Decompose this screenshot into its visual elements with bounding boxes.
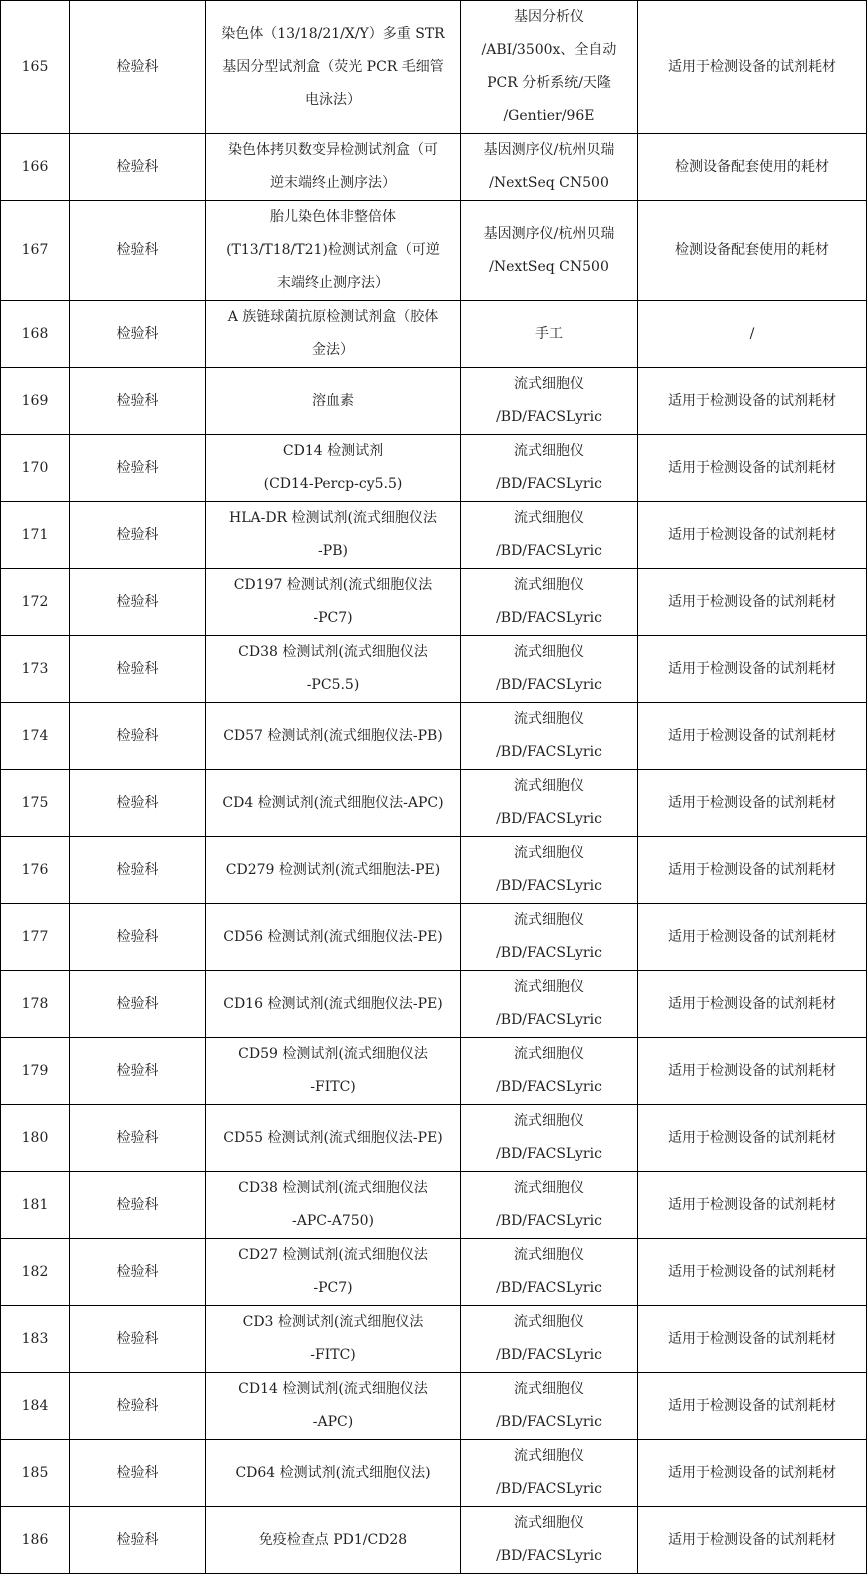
row-number: 169	[1, 368, 70, 435]
reagent-name-line: -PC5.5)	[306, 677, 360, 693]
device-name-line: /NextSeq CN500	[489, 258, 609, 275]
department: 检验科	[70, 636, 206, 703]
device-name-line: 流式细胞仪	[514, 1180, 584, 1196]
department: 检验科	[70, 1239, 206, 1306]
reagent-name-line: 末端终止测序法）	[277, 275, 389, 291]
reagent-name-line: CD64 检测试剂(流式细胞仪法)	[235, 1464, 431, 1481]
device-name	[461, 502, 638, 569]
reagent-name	[206, 368, 461, 435]
department: 检验科	[70, 134, 206, 201]
device-name-line: /BD/FACSLyric	[496, 1414, 602, 1430]
department: 检验科	[70, 1440, 206, 1507]
row-number: 172	[1, 569, 70, 636]
reagent-name-line: CD4 检测试剂(流式细胞仪法-APC)	[222, 794, 444, 811]
row-number: 167	[1, 201, 70, 301]
device-name	[461, 1440, 638, 1507]
row-number: 171	[1, 502, 70, 569]
device-name	[461, 837, 638, 904]
row-number: 185	[1, 1440, 70, 1507]
reagent-name	[206, 301, 461, 368]
reagent-name-line: 染色体（13/18/21/X/Y）多重 STR	[221, 25, 445, 42]
reagent-name-line: 金法）	[312, 342, 354, 358]
remark: 适用于检测设备的试剂耗材	[638, 1440, 867, 1507]
device-name-line: 流式细胞仪	[514, 1381, 584, 1397]
device-name-line: /BD/FACSLyric	[496, 945, 602, 961]
department: 检验科	[70, 770, 206, 837]
device-name-line: /BD/FACSLyric	[496, 1146, 602, 1162]
device-name-line: /BD/FACSLyric	[496, 811, 602, 827]
reagent-name	[206, 636, 461, 703]
department: 检验科	[70, 435, 206, 502]
device-name	[461, 1038, 638, 1105]
device-name-line: /BD/FACSLyric	[496, 543, 602, 559]
row-number: 181	[1, 1172, 70, 1239]
table-row	[1, 904, 867, 971]
department: 检验科	[70, 1, 206, 134]
department: 检验科	[70, 904, 206, 971]
remark: 适用于检测设备的试剂耗材	[638, 435, 867, 502]
row-number: 168	[1, 301, 70, 368]
table-row	[1, 1239, 867, 1306]
device-name	[461, 971, 638, 1038]
remark: 检测设备配套使用的耗材	[638, 134, 867, 201]
table-row	[1, 703, 867, 770]
device-name	[461, 703, 638, 770]
reagent-name-line: 基因分型试剂盒（荧光 PCR 毛细管	[222, 58, 444, 75]
table-row	[1, 971, 867, 1038]
device-name	[461, 1507, 638, 1574]
reagent-name	[206, 1440, 461, 1507]
table-row	[1, 1172, 867, 1239]
remark: 适用于检测设备的试剂耗材	[638, 770, 867, 837]
reagent-name	[206, 1172, 461, 1239]
device-name-line: 流式细胞仪	[514, 1515, 584, 1531]
table-row	[1, 134, 867, 201]
department: 检验科	[70, 569, 206, 636]
department: 检验科	[70, 502, 206, 569]
table-row	[1, 1373, 867, 1440]
device-name	[461, 569, 638, 636]
device-name-line: /ABI/3500x、全自动	[481, 42, 617, 58]
table-row	[1, 569, 867, 636]
remark: 适用于检测设备的试剂耗材	[638, 971, 867, 1038]
device-name	[461, 770, 638, 837]
reagent-name-line: -PC7)	[313, 1280, 353, 1296]
remark: 适用于检测设备的试剂耗材	[638, 1507, 867, 1574]
device-name-line: 流式细胞仪	[514, 912, 584, 928]
reagent-name-line: CD3 检测试剂(流式细胞仪法	[242, 1314, 424, 1330]
device-name-line: /BD/FACSLyric	[496, 1213, 602, 1229]
device-name-line: /BD/FACSLyric	[496, 476, 602, 492]
reagent-name-line: CD38 检测试剂(流式细胞仪法	[238, 644, 428, 660]
table-row	[1, 1, 867, 134]
device-name-line: 流式细胞仪	[514, 778, 584, 794]
device-name-line: 流式细胞仪	[514, 443, 584, 459]
table-row	[1, 1038, 867, 1105]
table-row	[1, 435, 867, 502]
reagent-name	[206, 201, 461, 301]
reagent-name-line: CD16 检测试剂(流式细胞仪法-PE)	[223, 995, 443, 1012]
device-name-line: 流式细胞仪	[514, 1247, 584, 1263]
reagent-name-line: CD38 检测试剂(流式细胞仪法	[238, 1180, 428, 1196]
department: 检验科	[70, 201, 206, 301]
department: 检验科	[70, 1507, 206, 1574]
row-number: 183	[1, 1306, 70, 1373]
reagent-name-line: 染色体拷贝数变异检测试剂盒（可	[228, 142, 438, 158]
device-name-line: /BD/FACSLyric	[496, 610, 602, 626]
row-number: 184	[1, 1373, 70, 1440]
reagent-name-line: CD197 检测试剂(流式细胞仪法	[233, 577, 433, 593]
department: 检验科	[70, 1306, 206, 1373]
remark: 适用于检测设备的试剂耗材	[638, 1373, 867, 1440]
device-name-line: 流式细胞仪	[514, 1113, 584, 1129]
table-row	[1, 368, 867, 435]
remark: 适用于检测设备的试剂耗材	[638, 1306, 867, 1373]
remark: 适用于检测设备的试剂耗材	[638, 636, 867, 703]
reagent-name	[206, 502, 461, 569]
table-row	[1, 1306, 867, 1373]
reagent-name	[206, 1239, 461, 1306]
reagent-name-line: (CD14-Percp-cy5.5)	[263, 476, 403, 492]
reagent-name-line: 电泳法）	[305, 91, 361, 108]
row-number: 186	[1, 1507, 70, 1574]
device-name-line: /BD/FACSLyric	[496, 1012, 602, 1028]
device-name	[461, 1, 638, 134]
reagent-name-line: CD57 检测试剂(流式细胞仪法-PB)	[223, 727, 443, 744]
department: 检验科	[70, 1373, 206, 1440]
table-row	[1, 636, 867, 703]
device-name-line: 流式细胞仪	[514, 711, 584, 727]
reagent-name	[206, 837, 461, 904]
reagent-name-line: -APC)	[312, 1414, 354, 1430]
department: 检验科	[70, 971, 206, 1038]
remark: 适用于检测设备的试剂耗材	[638, 1239, 867, 1306]
row-number: 178	[1, 971, 70, 1038]
department: 检验科	[70, 703, 206, 770]
device-name-line: 流式细胞仪	[514, 1448, 584, 1464]
remark: 检测设备配套使用的耗材	[638, 201, 867, 301]
table-row	[1, 1105, 867, 1172]
reagent-name-line: CD279 检测试剂(流式细胞法-PE)	[225, 861, 441, 878]
device-name-line: /BD/FACSLyric	[496, 878, 602, 894]
device-name-line: /BD/FACSLyric	[496, 409, 602, 425]
department: 检验科	[70, 368, 206, 435]
table-row	[1, 1440, 867, 1507]
device-name-line: /Gentier/96E	[503, 108, 595, 124]
row-number: 179	[1, 1038, 70, 1105]
reagent-name	[206, 904, 461, 971]
reagent-name-line: 胎儿染色体非整倍体	[270, 209, 396, 225]
device-name-line: 基因测序仪/杭州贝瑞	[483, 225, 615, 242]
reagent-name-line: 免疫检查点 PD1/CD28	[258, 1531, 408, 1548]
device-name-line: 流式细胞仪	[514, 577, 584, 593]
remark: 适用于检测设备的试剂耗材	[638, 1038, 867, 1105]
row-number: 177	[1, 904, 70, 971]
reagent-name-line: CD55 检测试剂(流式细胞仪法-PE)	[223, 1129, 443, 1146]
row-number: 176	[1, 837, 70, 904]
reagent-name	[206, 770, 461, 837]
device-name-line: 流式细胞仪	[514, 1046, 584, 1062]
device-name-line: /BD/FACSLyric	[496, 1079, 602, 1095]
remark: 适用于检测设备的试剂耗材	[638, 1172, 867, 1239]
department: 检验科	[70, 1038, 206, 1105]
device-name-line: 流式细胞仪	[514, 510, 584, 526]
reagent-name-line: -PC7)	[313, 610, 353, 626]
department: 检验科	[70, 1105, 206, 1172]
department: 检验科	[70, 301, 206, 368]
device-name-line: /BD/FACSLyric	[496, 1481, 602, 1497]
remark: /	[638, 301, 867, 368]
reagent-name	[206, 1306, 461, 1373]
reagent-name-line: 溶血素	[312, 392, 354, 409]
device-name	[461, 1373, 638, 1440]
device-name	[461, 904, 638, 971]
remark: 适用于检测设备的试剂耗材	[638, 904, 867, 971]
device-name	[461, 636, 638, 703]
reagent-name	[206, 134, 461, 201]
reagent-name-line: CD14 检测试剂	[282, 443, 384, 459]
table-row	[1, 770, 867, 837]
reagent-name	[206, 1105, 461, 1172]
reagent-name-line: (T13/T18/T21)检测试剂盒（可逆	[226, 242, 440, 258]
remark: 适用于检测设备的试剂耗材	[638, 368, 867, 435]
reagent-name	[206, 569, 461, 636]
device-name-line: 流式细胞仪	[514, 376, 584, 392]
reagent-name-line: CD27 检测试剂(流式细胞仪法	[238, 1247, 428, 1263]
device-name-line: 流式细胞仪	[514, 845, 584, 861]
reagent-name	[206, 435, 461, 502]
row-number: 182	[1, 1239, 70, 1306]
reagent-name-line: -FITC)	[310, 1079, 356, 1095]
table-body	[1, 1, 867, 1574]
remark: 适用于检测设备的试剂耗材	[638, 837, 867, 904]
reagent-name	[206, 703, 461, 770]
reagent-name-line: CD56 检测试剂(流式细胞仪法-PE)	[223, 928, 443, 945]
row-number: 165	[1, 1, 70, 134]
device-name-line: 手工	[535, 325, 563, 342]
device-name-line: /BD/FACSLyric	[496, 677, 602, 693]
row-number: 175	[1, 770, 70, 837]
device-name-line: /BD/FACSLyric	[496, 1280, 602, 1296]
device-name	[461, 201, 638, 301]
device-name-line: /BD/FACSLyric	[496, 1548, 602, 1564]
device-name	[461, 1306, 638, 1373]
device-name-line: PCR 分析系统/天隆	[487, 75, 611, 91]
device-name-line: /BD/FACSLyric	[496, 744, 602, 760]
device-name	[461, 1105, 638, 1172]
remark: 适用于检测设备的试剂耗材	[638, 1, 867, 134]
reagent-name-line: A 族链球菌抗原检测试剂盒（胶体	[227, 309, 439, 325]
reagent-name-line: CD59 检测试剂(流式细胞仪法	[238, 1046, 428, 1062]
reagent-name-line: -APC-A750)	[292, 1213, 374, 1229]
reagent-name	[206, 1, 461, 134]
department: 检验科	[70, 837, 206, 904]
table-row	[1, 1507, 867, 1574]
row-number: 180	[1, 1105, 70, 1172]
reagent-name-line: -FITC)	[310, 1347, 356, 1363]
table-row	[1, 301, 867, 368]
reagent-name-line: HLA-DR 检测试剂(流式细胞仪法	[228, 510, 438, 526]
device-name	[461, 435, 638, 502]
device-name	[461, 134, 638, 201]
reagent-name-line: -PB)	[318, 543, 348, 559]
row-number: 170	[1, 435, 70, 502]
row-number: 173	[1, 636, 70, 703]
reagent-name	[206, 1507, 461, 1574]
remark: 适用于检测设备的试剂耗材	[638, 703, 867, 770]
device-name	[461, 1239, 638, 1306]
device-name	[461, 1172, 638, 1239]
table-row	[1, 201, 867, 301]
table-row	[1, 502, 867, 569]
device-name	[461, 301, 638, 368]
device-name-line: 基因测序仪/杭州贝瑞	[483, 142, 615, 158]
device-name-line: /BD/FACSLyric	[496, 1347, 602, 1363]
reagent-name	[206, 1373, 461, 1440]
device-name-line: 流式细胞仪	[514, 644, 584, 660]
department: 检验科	[70, 1172, 206, 1239]
device-name	[461, 368, 638, 435]
device-name-line: 流式细胞仪	[514, 979, 584, 995]
remark: 适用于检测设备的试剂耗材	[638, 569, 867, 636]
table-row	[1, 837, 867, 904]
device-name-line: 基因分析仪	[514, 9, 584, 25]
device-name-line: 流式细胞仪	[514, 1314, 584, 1330]
device-name-line: /NextSeq CN500	[489, 175, 609, 191]
reagent-name-line: CD14 检测试剂(流式细胞仪法	[238, 1381, 428, 1397]
reagent-name	[206, 1038, 461, 1105]
reagent-name	[206, 971, 461, 1038]
reagent-name-line: 逆末端终止测序法）	[270, 175, 396, 191]
row-number: 166	[1, 134, 70, 201]
remark: 适用于检测设备的试剂耗材	[638, 502, 867, 569]
row-number: 174	[1, 703, 70, 770]
remark: 适用于检测设备的试剂耗材	[638, 1105, 867, 1172]
